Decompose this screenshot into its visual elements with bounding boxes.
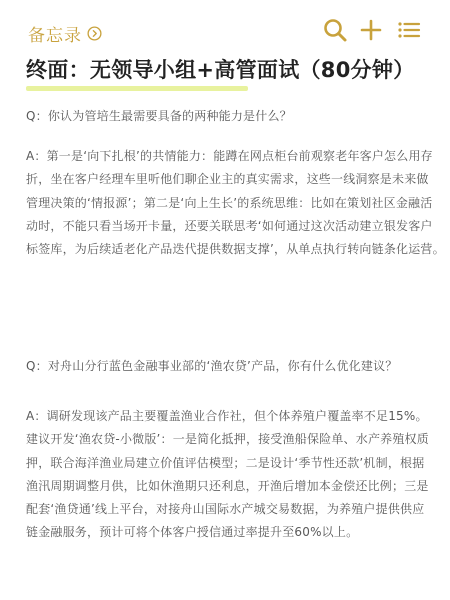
- answer-2: [26, 405, 450, 545]
- text-line: 管理决策的‘情报源’；第二是‘向上生长’的系统思维：比如在策划社区金融活: [26, 195, 433, 210]
- top-bar: [0, 0, 450, 56]
- title-highlight: [26, 86, 248, 91]
- add-button[interactable]: [358, 17, 384, 43]
- back-to-notes-button[interactable]: [28, 21, 102, 46]
- question-2: [26, 355, 450, 378]
- text-line: 折，坐在客户经理车里听他们聊企业主的真实需求，这些一线洞察是未来做: [26, 172, 429, 187]
- text-line: Q：对舟山分行蓝色金融事业部的‘渔农贷’产品，你有什么优化建议？: [26, 359, 398, 373]
- question-1: [26, 105, 450, 128]
- text-line: Q：你认为管培生最需要具备的两种能力是什么？: [26, 109, 292, 123]
- text-line: 配套‘渔贷通’线上平台，对接舟山国际水产城交易数据，为养殖户提供供应: [26, 502, 425, 517]
- menu-button[interactable]: [396, 17, 422, 43]
- search-button[interactable]: [322, 17, 348, 43]
- text-line: A：第一是‘向下扎根’的共情能力：能蹲在网点柜台前观察老年客户怎么用存: [26, 149, 433, 163]
- note-title: 终面：无领导小组+高管面试（80分钟）: [26, 58, 415, 82]
- list-menu-icon: [396, 28, 422, 47]
- text-line: 渔汛周期调整月供，比如休渔期只还利息，开渔后增加本金偿还比例；三是: [26, 478, 429, 493]
- text-line: 链金融服务，预计可将个体客户授信通过率提升至60%以上。: [26, 525, 359, 540]
- text-line: 押，联合海洋渔业局建立价值评估模型；二是设计‘季节性还款’机制，根据: [26, 455, 425, 470]
- plus-icon: [358, 28, 384, 47]
- back-label: 备忘录: [28, 26, 82, 46]
- text-line: 动时，不能只看当场开卡量，还要关联思考‘如何通过这次活动建立银发客户: [26, 218, 433, 233]
- search-icon: [322, 28, 348, 47]
- chevron-right-circle-icon: [87, 26, 102, 41]
- answer-1: [26, 145, 450, 261]
- text-line: A：调研发现该产品主要覆盖渔业合作社，但个体养殖户覆盖率不足15%。: [26, 409, 428, 423]
- text-line: 建议开发‘渔农贷-小微版’：一是简化抵押，接受渔船保险单、水产养殖权质: [26, 432, 429, 447]
- text-line: 标签库，为后续适老化产品迭代提供数据支撑’，从单点执行转向链条化运营。: [26, 242, 445, 257]
